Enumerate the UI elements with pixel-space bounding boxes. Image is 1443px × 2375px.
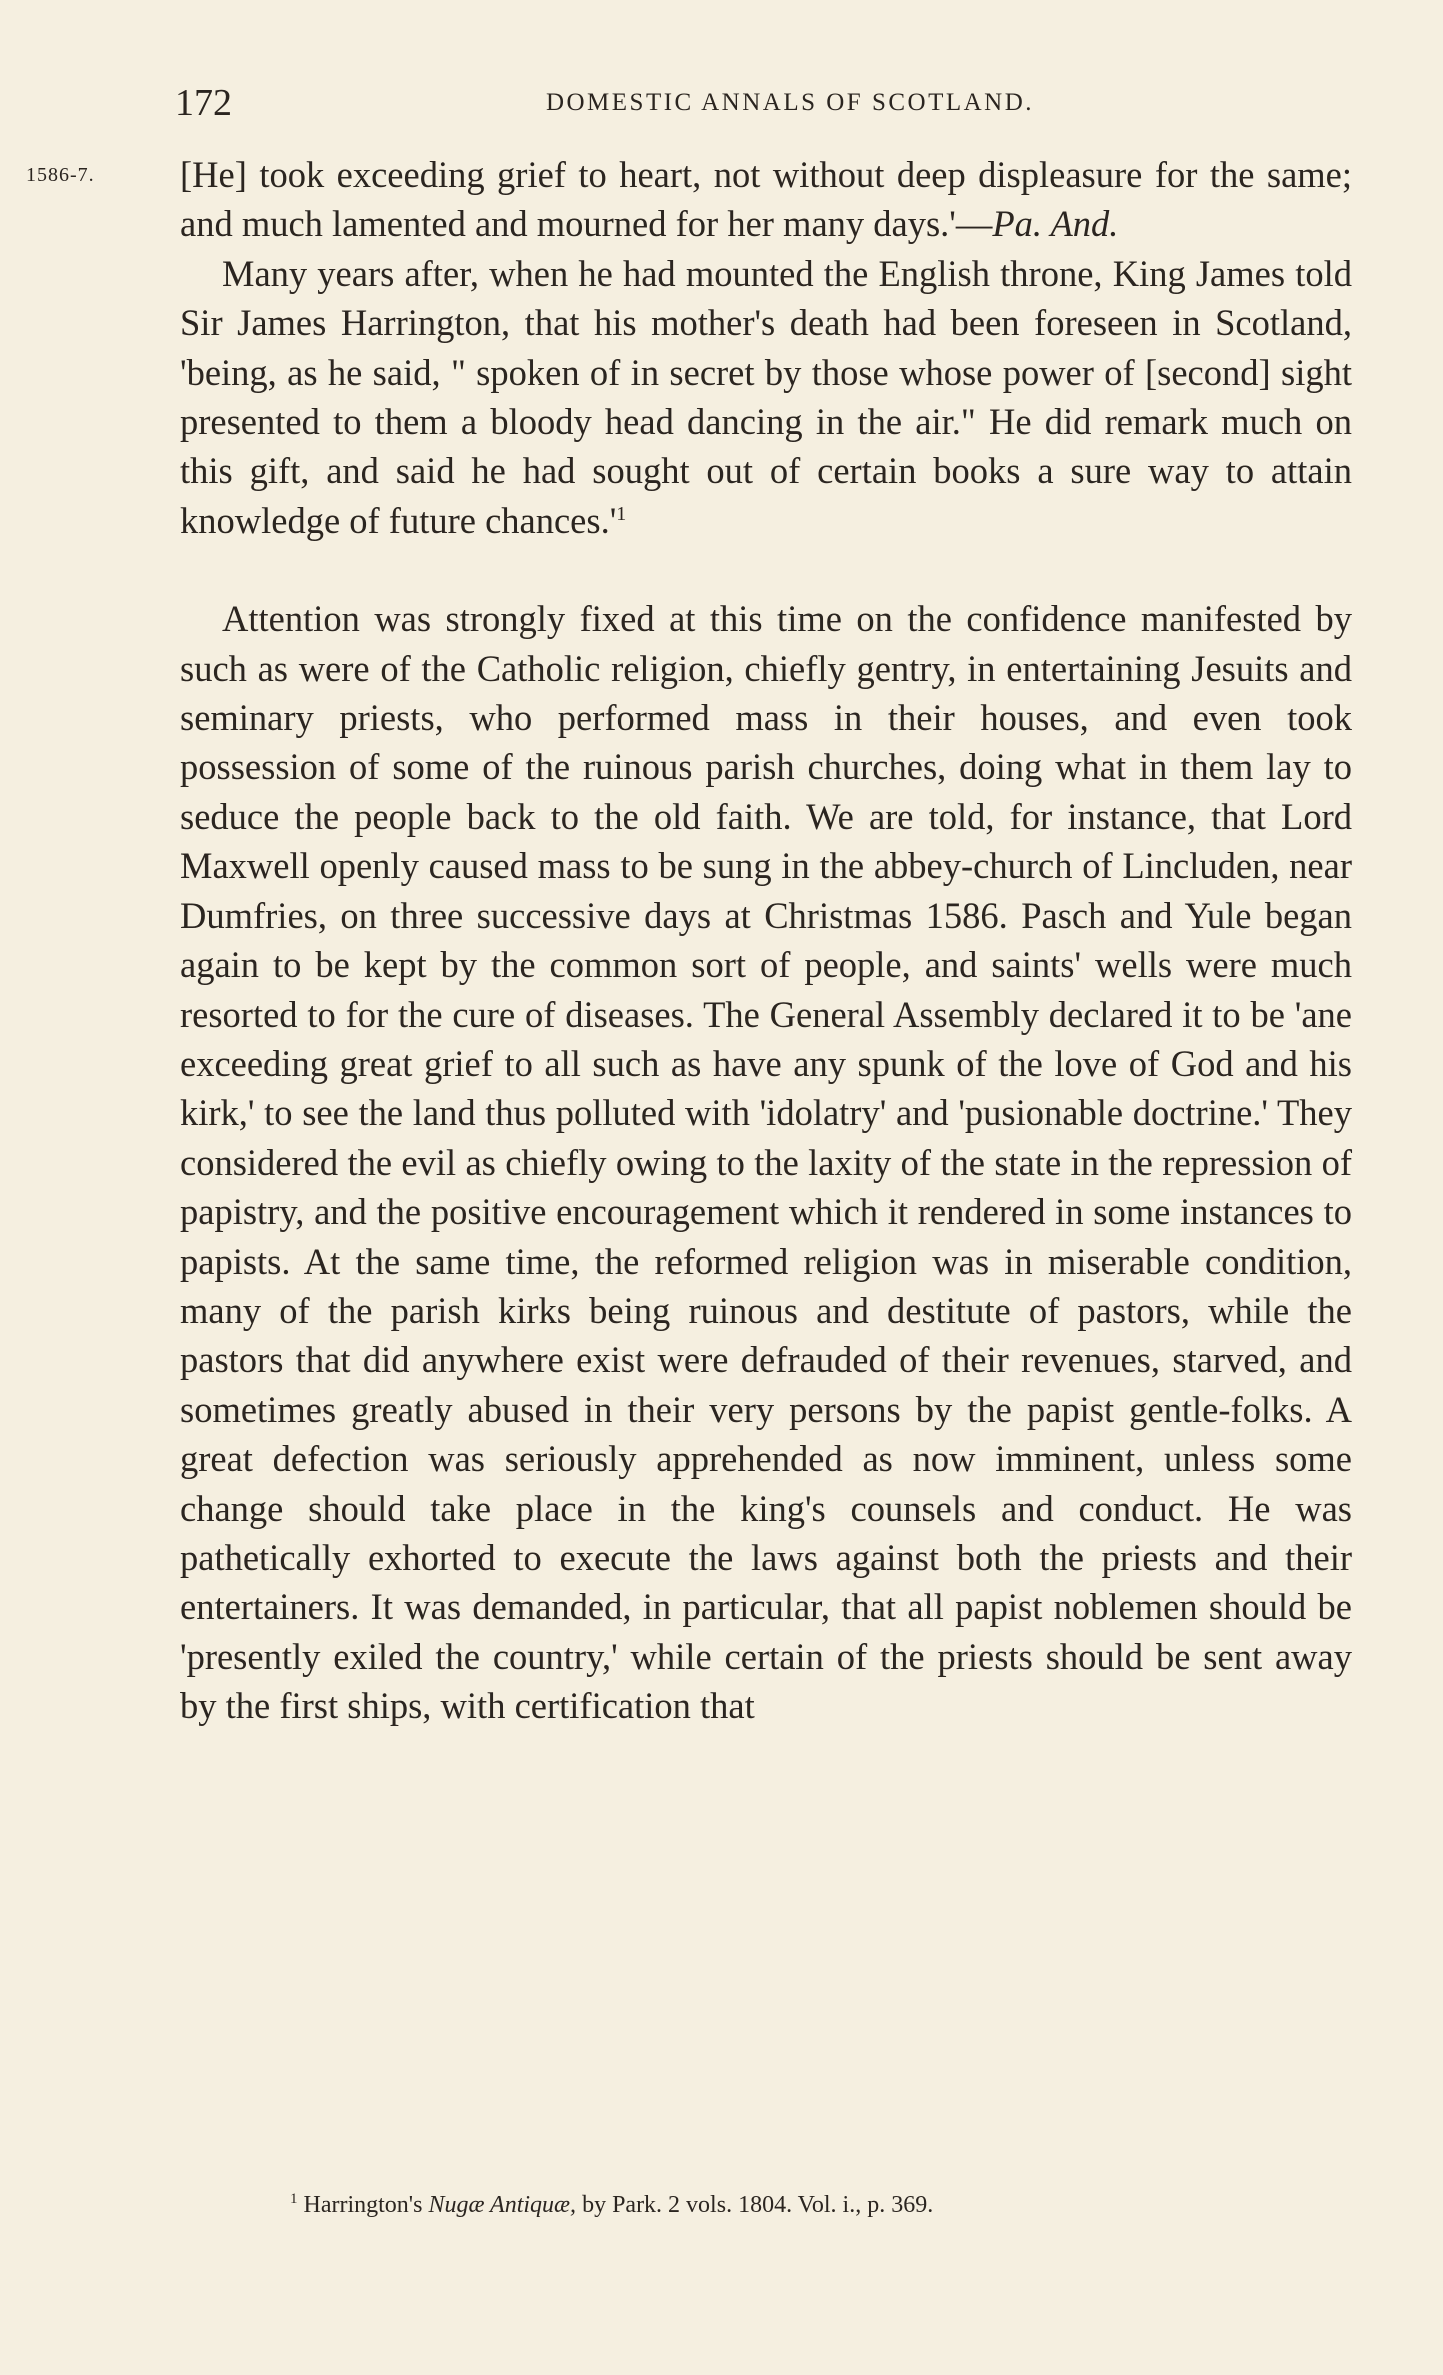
paragraph-3: Attention was strongly fixed at this time on the confidence manifested by such as were of the Catholic religion, chiefly gentry, in entertaining Jesuits and seminary priests, who performed mass in their houses, and even took possession of some of the ruinous parish churches, doing what in them lay to seduce the people back to the old faith. We are told, for instance, that Lord Maxwell openly caused mass to be sung in the abbey-church of Lincluden, near Dumfries, on three successive days at Christmas 1586. Pasch and Yule began again to be kept by the common sort of people, and saints' wells were much resorted to for the cure of diseases. The General Assembly declared it to be 'ane exceeding great grief to all such as have any spunk of the love of God and his kirk,' to see the land thus polluted with 'idolatry' and 'pusionable doctrine.' They considered the evil as chiefly owing to the laxity of the state in the repression of papistry, and the positive encouragement which it rendered in some instances to papists. At the same time, the reformed religion was in miserable condition, many of the parish kirks being ruinous and destitute of pastors, while the pastors that did anywhere exist were defrauded of their revenues, starved, and sometimes greatly abused in their very persons by the papist gentle-folks. A great defection was seriously apprehended as now imminent, unless some change should take place in the king's counsels and conduct. He was pathetically exhorted to execute the laws against both the priests and their entertainers. It was demanded, in particular, that all papist noblemen should be 'presently exiled the country,' while certain of the priests should be sent away by the first ships, with certification that	[180, 598, 1352, 1727]
footnote-reference[interactable]: 1	[616, 502, 627, 525]
footnote	[290, 2190, 933, 2220]
footnote-text-before: Harrington's	[303, 2192, 429, 2218]
running-head	[175, 78, 1345, 128]
paragraph-1-source: Pa. And.	[992, 203, 1119, 245]
paragraph-2	[180, 249, 1352, 545]
footnote-mark: 1	[290, 2191, 298, 2207]
paragraph-1	[180, 150, 1352, 249]
footnote-text-after: by Park. 2 vols. 1804. Vol. i., p. 369.	[576, 2192, 934, 2218]
body-text	[180, 150, 1352, 1731]
page-number: 172	[175, 82, 232, 124]
paragraph-2-text: Many years after, when he had mounted the English throne, King James told Sir James Harrington, that his mother's death had been foreseen in Scotland, 'being, as he said, " spoken of in secret by those whose power of [second] sight presented to them a bloody head dancing in the air." He did remark much on this gift, and said he had sought out of certain books a sure way to attain knowledge of future chances.'	[180, 252, 1352, 541]
paragraph-1-text: [He] took exceeding grief to heart, not without deep displeasure for the same; and much lamented and mourned for her many days.'—	[180, 154, 1352, 245]
running-title: DOMESTIC ANNALS OF SCOTLAND.	[545, 89, 1035, 116]
margin-date-note: 1586-7.	[26, 164, 95, 186]
footnote-title: Nugæ Antiquæ,	[428, 2192, 577, 2218]
